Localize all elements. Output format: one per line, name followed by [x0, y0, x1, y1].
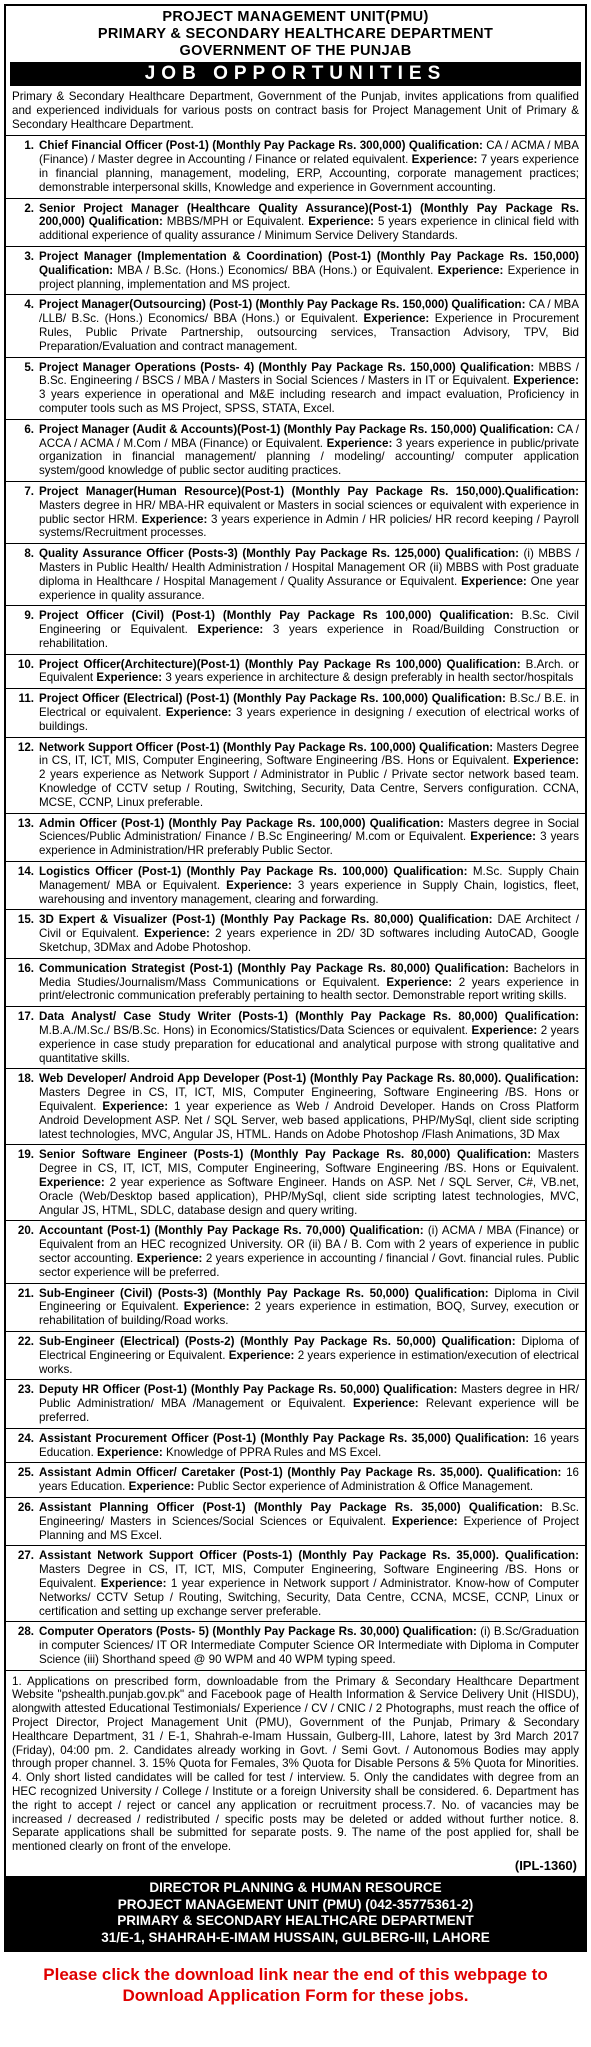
- job-item: [6, 1221, 585, 1283]
- job-qualification: DAE Architect / Civil or Equivalent.: [39, 913, 579, 941]
- job-qualification: Masters Degree in CS, IT, ICT, MIS, Computer Engineering, Software Engineering /BS. Hons or Equivalent.: [39, 1563, 579, 1590]
- job-qualification: MBBS/MPH or Equivalent.: [162, 215, 309, 229]
- job-title: Admin Officer (Post-1) (Monthly Pay Package Rs. 100,000) Qualification:: [39, 816, 444, 830]
- job-item: [6, 689, 585, 737]
- job-qualification: (i) MBBS / Masters in Public Health/ Health Administration / Hospital Management OR (ii) MBBS with Post graduate diploma in Healthcare / Hospital Management / Quality Assurance or Equivalent.: [39, 547, 579, 588]
- job-item: [6, 1007, 585, 1069]
- job-title: Accountant (Post-1) (Monthly Pay Package Rs. 70,000) Qualification:: [39, 1224, 424, 1238]
- job-experience-label: Experience:: [102, 1100, 169, 1113]
- job-experience-label: Experience:: [96, 671, 163, 685]
- job-qualification: Masters degree in Social Sciences/Public Administration/ Finance / B.Sc Engineering/ M.com or Equivalent.: [39, 816, 579, 844]
- intro-paragraph: Primary & Secondary Healthcare Department, Government of the Punjab, invites applications from qualified and experienced individuals for various posts on contract basis for Project Management Unit of Primary & Secondary Healthcare Department.: [6, 86, 585, 136]
- job-number: 25.: [17, 1466, 34, 1480]
- job-title: Quality Assurance Officer (Posts-3) (Monthly Pay Package Rs. 125,000) Qualification:: [39, 547, 519, 561]
- job-item: [6, 606, 585, 654]
- job-experience: 2 years experience in accounting / financial / Govt. financial rules. Public sector experience will be preferred.: [39, 1251, 579, 1279]
- job-experience-label: Experience:: [39, 1175, 105, 1189]
- job-number: 28.: [17, 1625, 34, 1639]
- job-qualification: Masters Degree in CS, IT, ICT, MIS, Computer Engineering, Software Engineering /BS. Hons or Equivalent.: [39, 1086, 579, 1113]
- job-experience: 3 years experience in public/private organization in financial management/ planning / modeling/ accounting/ computer application system/good knowledge of public sector auditing practices.: [39, 436, 579, 478]
- job-qualification: MBBS / B.Sc. Engineering / BSCS / MBA / Masters in Social Sciences / Masters in IT or Equivalent.: [39, 360, 579, 388]
- job-item: [6, 1332, 585, 1380]
- job-qualification: CA / ACMA / MBA (Finance) / Master degree in Accounting / Finance or related equivalent.: [39, 139, 579, 167]
- job-experience: Experience of Project Planning and MS Excel.: [39, 1514, 579, 1542]
- job-experience: 2 years experience in estimation/execution of electrical works.: [39, 1348, 579, 1376]
- job-experience: 3 years experience in Supply Chain, logistics, fleet, warehousing and inventory management, clearing and forwarding.: [39, 878, 579, 906]
- job-description: [39, 298, 579, 353]
- job-qualification: Masters Degree in CS, IT, ICT, MIS, Computer Engineering, Software Engineering /BS. Hons or Equivalent.: [39, 1148, 580, 1176]
- job-description: [39, 423, 579, 478]
- job-description: [39, 865, 579, 906]
- job-number: 15.: [17, 913, 34, 927]
- job-number: 20.: [17, 1224, 34, 1238]
- job-item: [6, 1145, 585, 1221]
- job-experience-label: Experience:: [97, 1445, 163, 1459]
- job-title: Project Officer(Architecture)(Post-1) (Monthly Pay Package Rs 100,000) Qualification:: [39, 657, 521, 671]
- header-line-1: PROJECT MANAGEMENT UNIT(PMU): [162, 9, 429, 25]
- job-number: 9.: [24, 609, 34, 623]
- job-qualification: 16 years Education.: [39, 1466, 579, 1494]
- job-experience: 2 years experience in 2D/ 3D softwares including AutoCAD, Google Sketchup, 3DMax and Adobe Photoshop.: [39, 927, 579, 955]
- job-experience: 2 years experience in print/electronic communication preferably pertaining to health sector. Demonstrable report writing skills.: [39, 975, 579, 1003]
- job-description: [39, 1148, 579, 1217]
- job-number: 16.: [17, 961, 34, 975]
- job-title: Deputy HR Officer (Post-1) (Monthly Pay Package Rs. 50,000) Qualification:: [39, 1383, 458, 1397]
- job-title: Computer Operators (Posts- 5) (Monthly Pay Package Rs. 30,000) Qualification:: [39, 1625, 477, 1639]
- job-item: [6, 910, 585, 958]
- job-number: 14.: [17, 865, 34, 879]
- job-qualification: Diploma of Electrical Engineering or Equivalent.: [39, 1334, 579, 1362]
- job-title: Assistant Procurement Officer (Post-1) (Monthly Pay Package Rs. 35,000) Qualification:: [39, 1431, 530, 1445]
- job-item: [6, 959, 585, 1007]
- job-number: 6.: [24, 422, 34, 436]
- job-experience: Experience in Procurement Rules, Public Private Partnership, outsourcing services, Transaction Advisory, TPV, Bid Preparation/Evaluation and contract management.: [39, 312, 580, 353]
- job-title: Communication Strategist (Post-1) (Monthly Pay Package Rs. 80,000) Qualification:: [39, 961, 509, 975]
- job-experience: Relevant experience will be preferred.: [39, 1397, 579, 1424]
- job-experience-label: Experience:: [128, 1480, 195, 1494]
- job-experience: 7 years experience in financial planning, management, modeling, ERP, Accounting, corporate management practices; demonstrable interpersonal skills, Knowledge and experience in Government accounting.: [39, 153, 579, 194]
- job-description: [39, 692, 579, 733]
- job-item: [6, 544, 585, 606]
- job-qualification: CA / MBA /LLB/ B.Sc. (Hons.) Economics/ BBA (Hons.) or Equivalent.: [39, 298, 580, 326]
- job-title: Data Analyst/ Case Study Writer (Posts-1) (Monthly Pay Package Rs. 80,000) Qualification:: [39, 1010, 579, 1024]
- job-experience-label: Experience:: [513, 374, 579, 388]
- job-item: [6, 1546, 585, 1622]
- job-description: [39, 1501, 579, 1542]
- job-number: 12.: [17, 740, 34, 754]
- job-description: [39, 1383, 579, 1424]
- job-experience-label: Experience:: [197, 623, 264, 637]
- job-experience-label: Experience:: [461, 574, 527, 588]
- job-item: [6, 814, 585, 862]
- job-experience: Knowledge of PPRA Rules and MS Excel.: [162, 1445, 382, 1459]
- job-number: 13.: [17, 816, 34, 830]
- job-number: 3.: [24, 249, 34, 263]
- job-item: [6, 1622, 585, 1670]
- job-qualification: Bachelors in Media Studies/Journalism/Mass Communications or Equivalent.: [39, 961, 579, 989]
- job-item: [6, 1380, 585, 1428]
- job-qualification: (i) B.Sc/Graduation in computer Sciences/ IT OR Intermediate Computer Science OR Intermediate with Diploma in Computer Science (iii) Shorthand speed @ 90 WPM and 40 WPM typing speed.: [39, 1625, 580, 1666]
- job-experience: 3 years experience in operational and M&E including research and impact evaluation, Proficiency in computer tools such as MS Project, SPSS, STATA, Excel.: [39, 388, 579, 415]
- job-title: Network Support Officer (Post-1) (Monthly Pay Package Rs. 100,000) Qualification:: [39, 740, 494, 754]
- job-title: Assistant Network Support Officer (Posts-1) (Monthly Pay Package Rs. 35,000). Qualification:: [39, 1549, 579, 1563]
- job-experience-label: Experience:: [386, 975, 453, 989]
- job-description: [39, 609, 579, 650]
- job-item: [6, 199, 585, 247]
- job-item: [6, 358, 585, 420]
- job-experience: 1 year experience as Web / Android Developer. Hands on Cross Platform Android Development ASP. Net / SQL Server, web based applications, PHP/MySql, client side scripting latest technologies, MVC, Angular JS, HTML. Hands on Adobe Photoshop /Flash Animations, 3D Max: [39, 1100, 579, 1141]
- job-item: [6, 1429, 585, 1464]
- job-experience-label: Experience:: [411, 153, 478, 167]
- job-experience-label: Experience:: [308, 215, 374, 229]
- job-title: Web Developer/ Android App Developer (Post-1) (Monthly Pay Package Rs. 80,000). Qualification:: [39, 1072, 579, 1086]
- job-item: [6, 1498, 585, 1546]
- job-experience-label: Experience:: [141, 512, 208, 526]
- job-experience-label: Experience:: [471, 1024, 538, 1038]
- job-number: 26.: [17, 1500, 34, 1514]
- job-experience: 5 years experience in clinical field with additional experience of quality assurance / Minimum Service Delivery Standards.: [39, 215, 579, 243]
- job-qualification: MBA / B.Sc. (Hons.) Economics/ BBA (Hons.) or Equivalent.: [113, 263, 438, 277]
- job-title: Senior Project Manager (Healthcare Quality Assurance)(Post-1) (Monthly Pay Package Rs. 200,000) Qualification:: [39, 201, 579, 229]
- footer-line-3: PRIMARY & SECONDARY HEALTHCARE DEPARTMENT: [117, 1913, 474, 1929]
- job-qualification: B.Sc./ B.E. in Electrical or equivalent.: [39, 692, 579, 720]
- job-experience-label: Experience:: [352, 1397, 419, 1411]
- job-number: 8.: [24, 547, 34, 561]
- job-item: [6, 136, 585, 198]
- job-experience-label: Experience:: [136, 1251, 203, 1265]
- job-qualification: 16 years Education.: [39, 1431, 579, 1459]
- footer-line-4: 31/E-1, SHAHRAH-E-IMAM HUSSAIN, GULBERG-III, LAHORE: [101, 1929, 490, 1945]
- job-number: 23.: [17, 1383, 34, 1397]
- job-advertisement: [4, 4, 587, 1952]
- job-number: 1.: [24, 139, 34, 153]
- job-item: [6, 1463, 585, 1498]
- job-title: Assistant Admin Officer/ Caretaker (Post-1) (Monthly Pay Package Rs. 35,000). Qualification:: [39, 1466, 562, 1480]
- job-description: [39, 658, 579, 686]
- job-number: 7.: [24, 484, 34, 498]
- job-experience: One year experience in quality assurance.: [39, 574, 579, 602]
- job-description: [39, 361, 579, 416]
- job-experience-label: Experience:: [391, 1514, 458, 1528]
- job-qualification: M.B.A./M.Sc./ BS/B.Sc. Hons) in Economics/Statistics/Data Sciences or equivalent.: [39, 1024, 472, 1038]
- job-title: Project Manager(Human Resource)(Post-1) (Monthly Pay Package Rs. 150,000).Qualification:: [39, 484, 579, 498]
- job-number: 11.: [18, 692, 34, 706]
- job-item: [6, 420, 585, 482]
- job-number: 5.: [24, 360, 34, 374]
- job-experience: 3 years experience in designing / execution of electrical works of buildings.: [39, 706, 579, 733]
- job-title: Project Manager (Implementation & Coordination) (Post-1) (Monthly Pay Package Rs. 150,000) Qualification:: [39, 249, 579, 277]
- job-qualification: B.Sc. Civil Engineering or Equivalent.: [39, 609, 580, 637]
- job-item: [6, 1284, 585, 1332]
- job-experience-label: Experience:: [513, 754, 579, 768]
- job-description: [39, 1010, 579, 1065]
- job-title: Project Manager (Audit & Accounts)(Post-1) (Monthly Pay Package Rs. 150,000) Qualification:: [39, 422, 554, 436]
- job-experience: 3 years experience in Admin / HR policies/ HR record keeping / Payroll systems/Recruitment processes.: [39, 512, 579, 540]
- job-qualification: M.Sc. Supply Chain Management/ MBA or Equivalent.: [39, 865, 579, 892]
- job-description: [39, 547, 579, 602]
- job-item: [6, 738, 585, 814]
- job-experience: 2 year experience as Software Engineer. Hands on ASP. Net / SQL Server, C#, VB.net, Oracle (Web/Desktop based application), PHP/MySql, client side scripting latest technologies, MVC, Angular JS, HTML, SDLC, database design and query writing.: [39, 1175, 579, 1217]
- job-qualification: B.Sc. Engineering/ Masters in Sciences/Social Sciences or Equivalent.: [39, 1500, 579, 1528]
- job-experience: 2 years experience in case study preparation for educational and analytical purpose with strong qualitative and quantitative skills.: [39, 1024, 579, 1065]
- job-qualification: (i) ACMA / MBA (Finance) or Equivalent from an HEC recognized University. OR (ii) BA / B. Com with 2 years of experience in public sector accounting.: [39, 1224, 579, 1265]
- job-title: Sub-Engineer (Civil) (Posts-3) (Monthly Pay Package Rs. 50,000) Qualification:: [39, 1286, 489, 1300]
- job-description: [39, 1625, 579, 1666]
- job-experience-label: Experience:: [326, 436, 393, 450]
- advert-header: [6, 6, 585, 62]
- job-qualification: B.Arch. or Equivalent: [39, 657, 579, 685]
- job-description: [39, 1335, 579, 1376]
- job-qualification: Masters Degree in CS, IT, ICT, MIS, Computer Engineering, Software Engineering /BS. Hons or Equivalent.: [39, 740, 579, 768]
- job-qualification: Masters degree in HR/ Public Administration/ MBA /Management or Equivalent.: [39, 1383, 579, 1411]
- job-description: [39, 250, 579, 291]
- contact-footer: [6, 1876, 585, 1950]
- header-line-3: GOVERNMENT OF THE PUNJAB: [179, 43, 412, 59]
- job-qualification: Diploma in Civil Engineering or Equivalent.: [39, 1286, 580, 1314]
- job-item: [6, 482, 585, 544]
- job-experience-label: Experience:: [363, 312, 430, 326]
- job-description: [39, 741, 579, 810]
- job-description: [39, 1466, 579, 1494]
- job-item: [6, 1069, 585, 1145]
- job-description: [39, 1072, 579, 1141]
- job-description: [39, 139, 579, 194]
- job-experience: 2 years experience as Network Support / Administrator in Public / Private sector network based team. Knowledge of CCTV setup / Routing, Switching, Security, Data Centre, Servers configuration. CCNA, MCSE, CCNP, Linux preferable.: [39, 768, 579, 809]
- job-number: 27.: [17, 1549, 34, 1563]
- job-experience-label: Experience:: [228, 1348, 295, 1362]
- job-item: [6, 295, 585, 357]
- job-number: 2.: [24, 201, 34, 215]
- job-title: Project Manager Operations (Posts- 4) (Monthly Pay Package Rs. 150,000) Qualification:: [39, 360, 535, 374]
- job-experience-label: Experience:: [165, 706, 232, 720]
- download-note: Please click the download link near the end of this webpage to Download Application Form for these jobs.: [43, 1965, 548, 2006]
- job-opportunities-banner: JOB OPPORTUNITIES: [10, 62, 581, 86]
- job-number: 10.: [17, 657, 34, 671]
- job-experience-label: Experience:: [100, 1576, 167, 1590]
- job-item: [6, 247, 585, 295]
- job-item: [6, 655, 585, 690]
- job-description: [39, 1287, 579, 1328]
- job-number: 22.: [17, 1334, 34, 1348]
- job-number: 17.: [17, 1010, 34, 1024]
- job-description: [39, 817, 579, 858]
- job-qualification: CA / ACCA / ACMA / M.Com / MBA (Finance) or Equivalent.: [39, 422, 579, 450]
- footer-line-1: DIRECTOR PLANNING & HUMAN RESOURCE: [149, 1880, 442, 1896]
- job-experience-label: Experience:: [437, 263, 504, 277]
- job-title: Sub-Engineer (Electrical) (Posts-2) (Monthly Pay Package Rs. 50,000) Qualification:: [39, 1334, 516, 1348]
- job-experience: Experience in project planning, implementation and MS project.: [39, 263, 579, 291]
- job-title: Chief Financial Officer (Post-1) (Monthly Pay Package Rs. 300,000) Qualification:: [39, 139, 483, 153]
- job-number: 18.: [17, 1072, 34, 1086]
- reference-code: (IPL-1360): [514, 1858, 577, 1874]
- job-qualification: Masters degree in HR/ MBA-HR equivalent or Masters in social sciences or equivalent with experience in public sector HRM.: [39, 498, 579, 526]
- job-number: 4.: [24, 298, 34, 312]
- job-title: Logistics Officer (Post-1) (Monthly Pay Package Rs. 100,000) Qualification:: [39, 865, 468, 879]
- job-title: Assistant Planning Officer (Post-1) (Monthly Pay Package Rs. 35,000) Qualification:: [39, 1500, 543, 1514]
- job-experience: 3 years experience in architecture & design preferably in health sector/hospitals: [162, 671, 574, 685]
- job-description: [39, 1432, 579, 1460]
- job-description: [39, 485, 579, 540]
- job-description: [39, 202, 579, 243]
- footer-line-2: PROJECT MANAGEMENT UNIT (PMU) (042-35775361-2): [117, 1896, 474, 1912]
- job-experience: 3 years experience in Administration/HR preferably Public Sector.: [39, 830, 579, 858]
- job-title: Project Manager(Outsourcing) (Post-1) (Monthly Pay Package Rs. 150,000) Qualification:: [39, 298, 526, 312]
- job-title: Project Officer (Electrical) (Post-1) (Monthly Pay Package Rs. 100,000) Qualification:: [39, 692, 506, 706]
- job-description: [39, 913, 579, 954]
- job-description: [39, 1549, 579, 1618]
- job-title: Senior Software Engineer (Posts-1) (Monthly Pay Package Rs. 80,000) Qualification:: [39, 1148, 532, 1162]
- job-title: 3D Expert & Visualizer (Post-1) (Monthly Pay Package Rs. 80,000) Qualification:: [39, 913, 493, 927]
- job-description: [39, 1224, 579, 1279]
- job-experience-label: Experience:: [183, 1300, 250, 1314]
- job-experience: Public Sector experience of Administration & Office Management.: [194, 1480, 534, 1494]
- jobs-list: [6, 136, 585, 1670]
- application-notes: 1. Applications on prescribed form, downloadable from the Primary & Secondary Healthcare Department Website "pshealth.punjab.gov.pk" and Facebook page of Health Information & Service Delivery Unit (HISDU), alongwith attested Educational Testimonials/ Experience / CV / CNIC / 2 Photographs, must reach the office of Project Director, Project Management Unit (PMU), Government of the Punjab, Primary & Secondary Healthcare Department, 31 / E-1, Shahrah-e-Imam Hussain, Gulberg-III, Lahore, latest by 3rd March 2017 (Friday), 04:00 pm. 2. Candidates already working in Govt. / Semi Govt. / Autonomous Bodies may apply through proper channel. 3. 15% Quota for Females, 3% Quota for Disable Persons & 5% Quota for Minorities. 4. Only short listed candidates will be called for test / interview. 5. Only the candidates with degree from an HEC recognized University / College / Institute or a foreign University shall be considered. 6. Department has the right to accept / reject or cancel any application or recruitment process.7. No. of vacancies may be increased / decreased / redistributed / specific posts may be deleted or added without further notice. 8. Separate applications shall be submitted for separate posts. 9. The name of the post applied for, shall be mentioned clearly on front of the envelope.: [12, 1674, 579, 1854]
- job-experience: 1 year experience in Network support / Administrator. Know-how of Computer Networks/ CCTV Setup / Routing, Switching, Security, Data Centre, CCNA, MCSE, CCNP, Linux or certification and setting up exchange server preferable.: [39, 1576, 579, 1618]
- job-experience-label: Experience:: [144, 927, 210, 941]
- job-experience-label: Experience:: [226, 878, 292, 892]
- job-number: 21.: [17, 1286, 34, 1300]
- job-item: [6, 862, 585, 910]
- job-number: 19.: [17, 1148, 34, 1162]
- job-description: [39, 962, 579, 1003]
- job-experience-label: Experience:: [470, 830, 536, 844]
- job-experience: 3 years experience in Road/Building Construction or rehabilitation.: [39, 623, 579, 650]
- header-line-2: PRIMARY & SECONDARY HEALTHCARE DEPARTMENT: [97, 26, 494, 42]
- job-title: Project Officer (Civil) (Post-1) (Monthly Pay Package Rs 100,000) Qualification:: [39, 609, 514, 623]
- job-experience: 2 years experience in estimation, BOQ, Survey, execution or rehabilitation of building/Road works.: [39, 1300, 580, 1328]
- job-number: 24.: [17, 1431, 34, 1445]
